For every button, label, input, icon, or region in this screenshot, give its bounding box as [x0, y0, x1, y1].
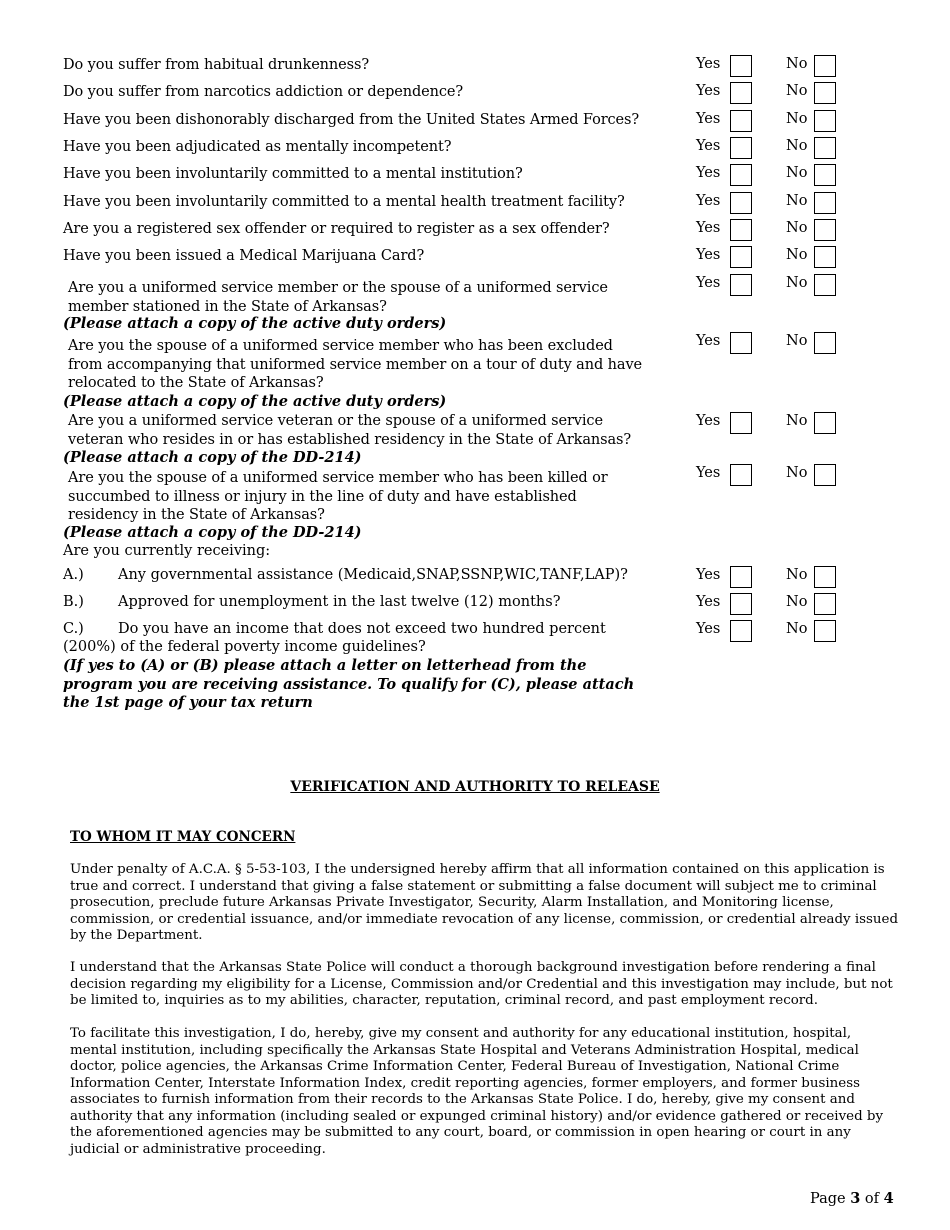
page-prefix: Page	[810, 1191, 851, 1207]
yes-checkbox[interactable]	[730, 164, 752, 186]
yes-checkbox[interactable]	[730, 55, 752, 77]
yes-checkbox[interactable]	[730, 82, 752, 104]
no-label: No	[786, 56, 808, 72]
item-text: Any governmental assistance (Medicaid,SNAP,SSNP,WIC,TANF,LAP)?	[118, 567, 628, 583]
no-label: No	[786, 594, 808, 610]
question-text: Have you been involuntarily committed to a mental health treatment facility?	[63, 194, 625, 210]
item-text-continuation: (200%) of the federal poverty income guidelines?	[63, 639, 426, 655]
no-label: No	[786, 193, 808, 209]
yes-label: Yes	[696, 465, 721, 481]
yes-no-group	[696, 219, 846, 243]
yes-label: Yes	[696, 275, 721, 291]
no-label: No	[786, 83, 808, 99]
no-label: No	[786, 275, 808, 291]
salutation: TO WHOM IT MAY CONCERN	[70, 829, 296, 845]
item-text: Approved for unemployment in the last twelve (12) months?	[118, 594, 561, 610]
no-checkbox[interactable]	[814, 137, 836, 159]
verification-paragraph: To facilitate this investigation, I do, hereby, give my consent and authority for any educational institution, hospital, mental institution, including specifically the Arkansas State Hospital and Veterans Administration Hospital, medical doctor, police agencies, the Arkansas Crime Information Center, Federal Bureau of Investigation, National Crime Information Center, Interstate Information Index, credit reporting agencies, former employers, and former business associates to furnish information from their records to the Arkansas State Police. I do, hereby, give my consent and authority that any information (including sealed or expunged criminal history) and/or evidence gathered or received by the aforementioned agencies may be submitted to any court, board, or commission in open hearing or court in any judicial or administrative proceeding.	[70, 1026, 884, 1157]
yes-no-group	[696, 82, 846, 106]
yes-no-group	[696, 137, 846, 161]
no-label: No	[786, 567, 808, 583]
question-text: Have you been adjudicated as mentally incompetent?	[63, 139, 452, 155]
verification-heading: VERIFICATION AND AUTHORITY TO RELEASE	[290, 779, 660, 795]
question-text: Are you the spouse of a uniformed service member who has been killed or succumbed to illness or injury in the line of duty and have established residency in the State of Arkansas?	[68, 470, 608, 523]
yes-checkbox[interactable]	[730, 412, 752, 434]
yes-no-group	[696, 620, 846, 644]
yes-label: Yes	[696, 567, 721, 583]
no-checkbox[interactable]	[814, 620, 836, 642]
receiving-intro: Are you currently receiving:	[63, 543, 271, 559]
yes-checkbox[interactable]	[730, 566, 752, 588]
attachment-note: (Please attach a copy of the DD-214)	[63, 524, 362, 541]
yes-no-group	[696, 464, 846, 488]
yes-label: Yes	[696, 56, 721, 72]
question-text: Are you a uniformed service veteran or the spouse of a uniformed service veteran who resides in or has established residency in the State of Arkansas?	[68, 413, 632, 448]
item-letter: C.)	[63, 621, 84, 637]
yes-checkbox[interactable]	[730, 593, 752, 615]
yes-no-group	[696, 566, 846, 590]
attachment-note: (Please attach a copy of the DD-214)	[63, 449, 362, 466]
attachment-note: (Please attach a copy of the active duty orders)	[63, 393, 447, 410]
yes-checkbox[interactable]	[730, 464, 752, 486]
yes-label: Yes	[696, 220, 721, 236]
no-checkbox[interactable]	[814, 219, 836, 241]
yes-no-group	[696, 332, 846, 356]
total-pages: 4	[883, 1190, 894, 1207]
no-label: No	[786, 413, 808, 429]
yes-checkbox[interactable]	[730, 274, 752, 296]
question-text: Are you a uniformed service member or the spouse of a uniformed service member stationed in the State of Arkansas?	[68, 280, 608, 315]
attachment-note: (Please attach a copy of the active duty orders)	[63, 315, 447, 332]
item-text: Do you have an income that does not exceed two hundred percent	[118, 621, 606, 637]
yes-no-group	[696, 412, 846, 436]
yes-no-group	[696, 593, 846, 617]
verification-paragraph: Under penalty of A.C.A. § 5-53-103, I the undersigned hereby affirm that all information contained on this application is true and correct. I understand that giving a false statement or submitting a false document will subject me to criminal prosecution, preclude future Arkansas Private Investigator, Security, Alarm Installation, and Monitoring license, commission, or credential issuance, and/or immediate revocation of any license, commission, or credential already issued by the Department.	[70, 862, 899, 943]
question-text: Do you suffer from narcotics addiction or dependence?	[63, 84, 464, 100]
yes-label: Yes	[696, 165, 721, 181]
no-checkbox[interactable]	[814, 274, 836, 296]
yes-no-group	[696, 55, 846, 79]
yes-label: Yes	[696, 413, 721, 429]
yes-label: Yes	[696, 111, 721, 127]
no-label: No	[786, 111, 808, 127]
no-label: No	[786, 247, 808, 263]
item-letter: A.)	[63, 567, 84, 583]
yes-no-group	[696, 246, 846, 270]
no-checkbox[interactable]	[814, 464, 836, 486]
question-text: Have you been dishonorably discharged from the United States Armed Forces?	[63, 112, 640, 128]
yes-label: Yes	[696, 247, 721, 263]
page-number	[810, 1190, 894, 1207]
no-checkbox[interactable]	[814, 332, 836, 354]
assistance-note: (If yes to (A) or (B) please attach a letter on letterhead from the program you are receiving assistance. To qualify for (C), please attach the 1st page of your tax return	[63, 657, 635, 711]
yes-no-group	[696, 110, 846, 134]
yes-checkbox[interactable]	[730, 246, 752, 268]
yes-no-group	[696, 192, 846, 216]
yes-checkbox[interactable]	[730, 192, 752, 214]
no-checkbox[interactable]	[814, 412, 836, 434]
yes-checkbox[interactable]	[730, 620, 752, 642]
question-text: Have you been involuntarily committed to a mental institution?	[63, 166, 523, 182]
yes-label: Yes	[696, 193, 721, 209]
no-label: No	[786, 220, 808, 236]
question-text: Are you the spouse of a uniformed service member who has been excluded from accompanying that uniformed service member on a tour of duty and have relocated to the State of Arkansas?	[68, 338, 643, 391]
no-label: No	[786, 465, 808, 481]
no-label: No	[786, 621, 808, 637]
no-checkbox[interactable]	[814, 246, 836, 268]
question-text: Do you suffer from habitual drunkenness?	[63, 57, 369, 73]
page-of: of	[860, 1191, 884, 1207]
yes-label: Yes	[696, 83, 721, 99]
no-checkbox[interactable]	[814, 110, 836, 132]
question-text: Have you been issued a Medical Marijuana Card?	[63, 248, 425, 264]
no-checkbox[interactable]	[814, 192, 836, 214]
item-letter: B.)	[63, 594, 84, 610]
yes-checkbox[interactable]	[730, 219, 752, 241]
question-text: Are you a registered sex offender or required to register as a sex offender?	[63, 221, 610, 237]
no-label: No	[786, 138, 808, 154]
yes-checkbox[interactable]	[730, 110, 752, 132]
no-label: No	[786, 333, 808, 349]
no-checkbox[interactable]	[814, 566, 836, 588]
yes-label: Yes	[696, 621, 721, 637]
no-checkbox[interactable]	[814, 55, 836, 77]
current-page: 3	[850, 1190, 861, 1207]
no-label: No	[786, 165, 808, 181]
yes-checkbox[interactable]	[730, 332, 752, 354]
yes-label: Yes	[696, 333, 721, 349]
yes-checkbox[interactable]	[730, 137, 752, 159]
yes-no-group	[696, 274, 846, 298]
verification-paragraph: I understand that the Arkansas State Police will conduct a thorough background investigation before rendering a final decision regarding my eligibility for a License, Commission and/or Credential and this investigation may include, but not be limited to, inquiries as to my abilities, character, reputation, criminal record, and past employment record.	[70, 960, 893, 1008]
yes-label: Yes	[696, 594, 721, 610]
no-checkbox[interactable]	[814, 82, 836, 104]
no-checkbox[interactable]	[814, 593, 836, 615]
yes-label: Yes	[696, 138, 721, 154]
yes-no-group	[696, 164, 846, 188]
no-checkbox[interactable]	[814, 164, 836, 186]
